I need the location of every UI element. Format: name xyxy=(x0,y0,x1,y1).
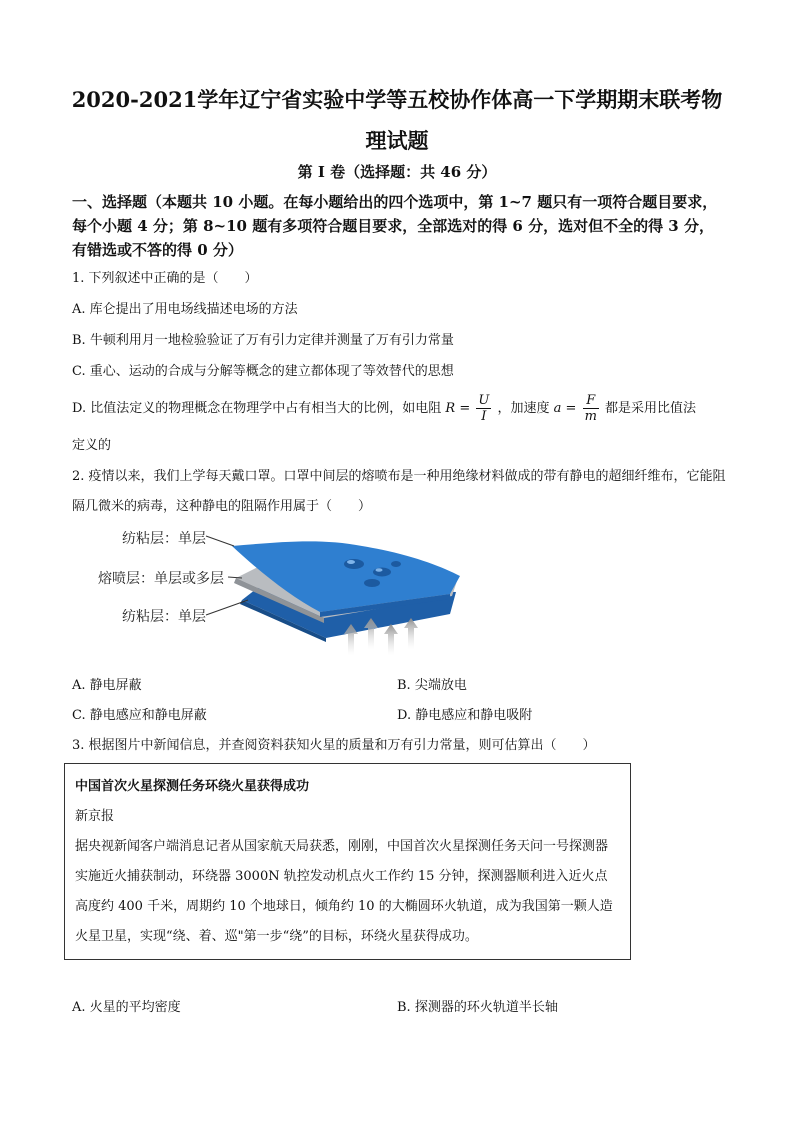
q1-d-text-mid: ，加速度 xyxy=(497,401,550,416)
airflow-arrow-icon xyxy=(384,624,398,656)
q1-option-d-continued: 定义的 xyxy=(72,438,112,453)
q1-d-denominator-i: I xyxy=(481,409,487,424)
leader-line-top xyxy=(206,536,234,546)
news-title: 中国首次火星探测任务环绕火星获得成功 xyxy=(75,779,310,794)
q1-d-symbol-r: R xyxy=(445,401,456,416)
q1-d-numerator-u: U xyxy=(478,393,490,408)
q1-d-text-pre: D. 比值法定义的物理概念在物理学中占有相当大的比例，如电阻 xyxy=(72,401,442,416)
q2-option-a: A. 静电屏蔽 xyxy=(72,678,142,693)
news-box xyxy=(64,763,631,960)
q2-stem: 2. 疫情以来，我们上学每天戴口罩。口罩中间层的熔喷布是一种用绝缘材料做成的带有静电的超细纤维布，它能阻隔几微米的病毒，这种静电的阻隔作用属于（ ） xyxy=(72,469,726,514)
news-source: 新京报 xyxy=(75,809,115,824)
droplet-icon xyxy=(344,559,364,569)
q3-option-b: B. 探测器的环火轨道半长轴 xyxy=(397,1000,558,1015)
q1-d-fraction-u-over-i xyxy=(476,393,491,424)
droplet-highlight-icon xyxy=(376,568,383,572)
q3-stem: 3. 根据图片中新闻信息，并查阅资料获知火星的质量和万有引力常量，则可估算出（ ） xyxy=(72,738,596,753)
q1-d-fraction-f-over-m xyxy=(583,393,599,424)
q2-option-d: D. 静电感应和静电吸附 xyxy=(397,708,533,723)
section-instructions: 一、选择题（本题共 10 小题。在每小题给出的四个选项中，第 1~7 题只有一项符合题目要求，每个小题 4 分；第 8~10 题有多项符合题目要求，全部选对的得 6 分，选对但不全的得 3 分，有错选或不答的得 0 分） xyxy=(72,193,718,259)
q1-option-c: C. 重心、运动的合成与分解等概念的建立都体现了等效替代的思想 xyxy=(72,364,454,379)
q1-d-equals: = xyxy=(459,401,471,416)
q1-option-a: A. 库仑提出了用电场线描述电场的方法 xyxy=(72,302,298,317)
droplet-icon xyxy=(391,561,401,567)
q1-stem: 1. 下列叙述中正确的是（ ） xyxy=(72,271,258,286)
label-top-spunbond: 纺粘层：单层 xyxy=(122,531,206,547)
exam-title-line1: 2020-2021学年辽宁省实验中学等五校协作体高一下学期期末联考物 xyxy=(71,87,723,112)
mask-layers-figure xyxy=(98,522,490,672)
news-body: 据央视新闻客户端消息记者从国家航天局获悉，刚刚，中国首次火星探测任务天问一号探测器实施近火捕获制动，环绕器 3000N 轨控发动机点火工作约 15 分钟，探测器顺利进入近火点高度约 400 千米，周期约 10 个地球日，倾角约 10 的大椭圆环火轨道，成为我国第一颗人造火星卫星，实现“绕、着、巡"第一步“绕”的目标，环绕火星获得成功。 xyxy=(75,839,613,944)
q1-option-b: B. 牛顿利用月一地检验验证了万有引力定律并测量了万有引力常量 xyxy=(72,333,454,348)
airflow-arrow-icon xyxy=(404,618,418,650)
droplet-icon xyxy=(373,568,391,577)
q1-d-symbol-a: a xyxy=(553,401,562,416)
q2-option-b: B. 尖端放电 xyxy=(397,678,467,693)
section-heading: 第 I 卷（选择题：共 46 分） xyxy=(297,163,497,181)
q1-d-text-post: 都是采用比值法 xyxy=(605,401,697,416)
exam-title-line2: 理试题 xyxy=(365,128,429,153)
q1-d-numerator-f: F xyxy=(583,393,599,409)
q2-option-c: C. 静电感应和静电屏蔽 xyxy=(72,708,207,723)
droplet-icon xyxy=(364,579,380,587)
q1-d-equals-2: = xyxy=(565,401,577,416)
label-meltblown: 熔喷层：单层或多层 xyxy=(98,571,224,587)
label-bottom-spunbond: 纺粘层：单层 xyxy=(122,609,206,625)
droplet-highlight-icon xyxy=(347,560,355,564)
q3-option-a: A. 火星的平均密度 xyxy=(72,1000,181,1015)
q1-option-d xyxy=(72,392,696,426)
q1-d-denominator-m: m xyxy=(584,409,597,424)
leader-line-bot xyxy=(206,600,248,615)
